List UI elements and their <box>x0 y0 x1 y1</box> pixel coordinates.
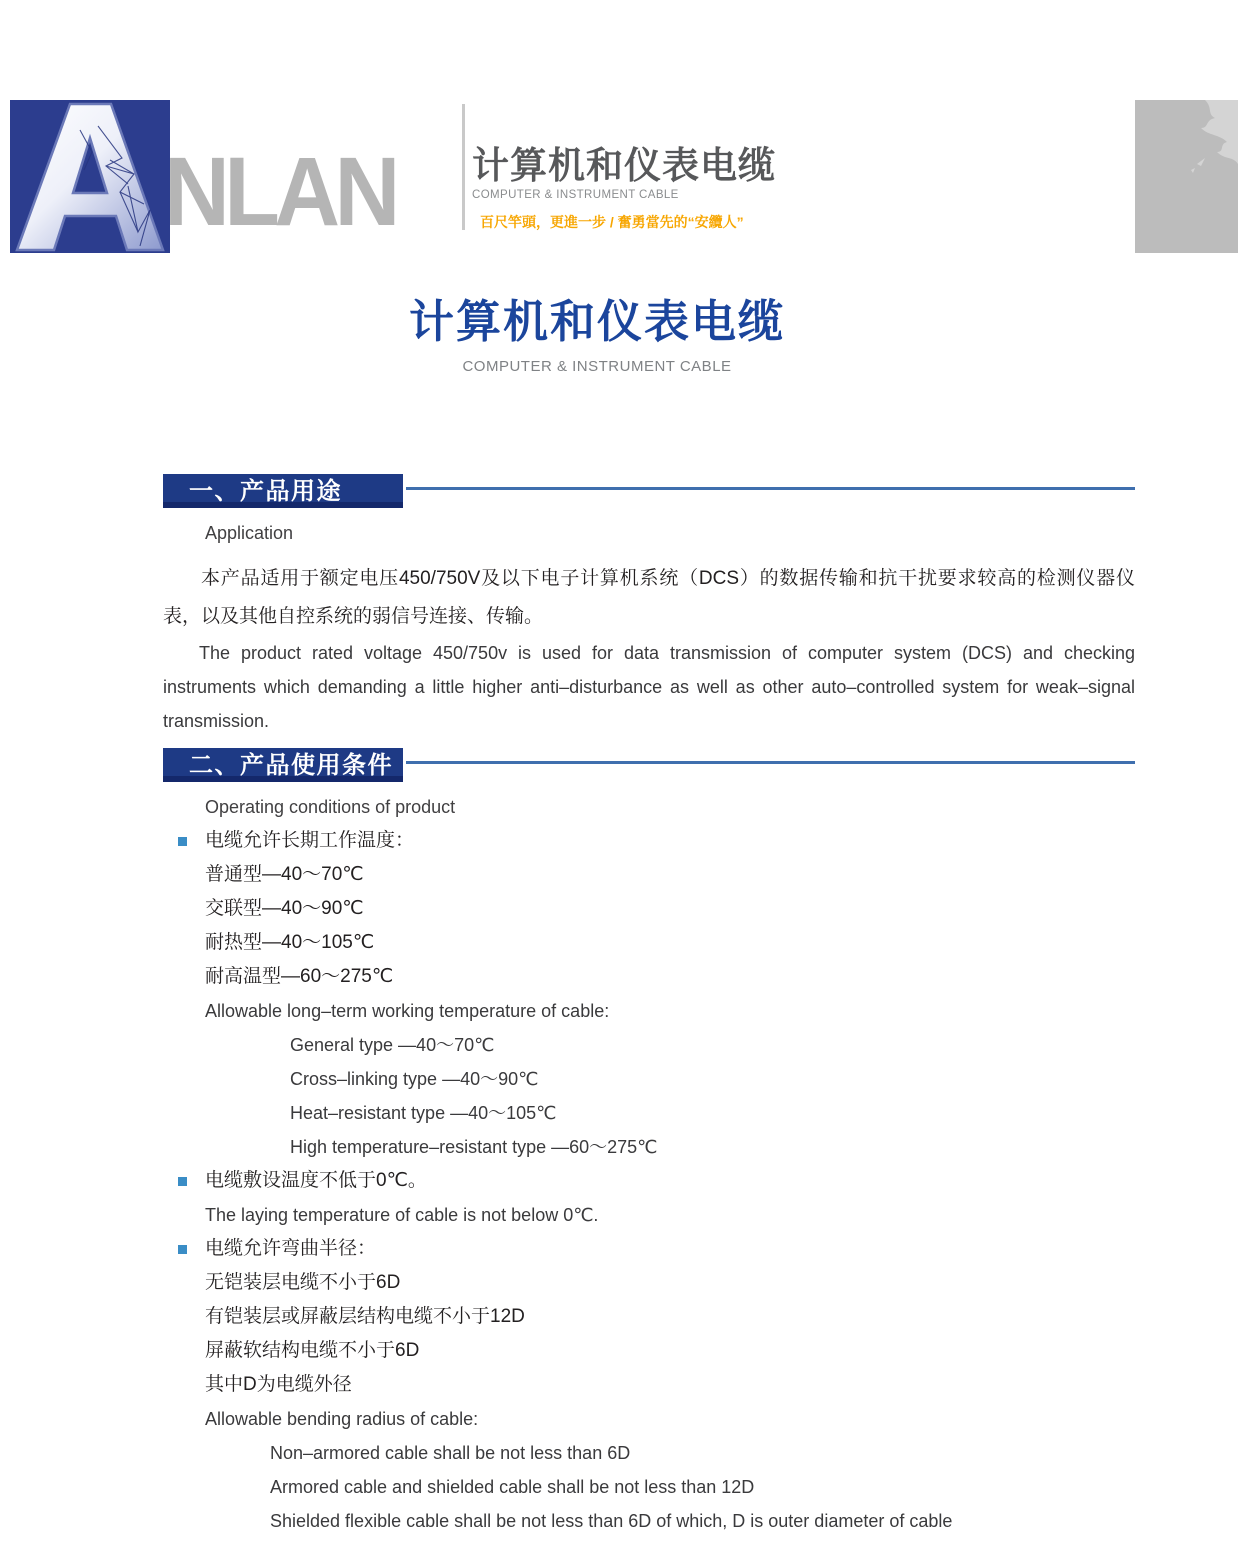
list-item: 普通型—40～70℃ <box>205 864 364 885</box>
section2-heading-en: Operating conditions of product <box>205 797 456 817</box>
leaf-icon <box>1135 100 1238 253</box>
page-title-block <box>0 296 1194 375</box>
list-item: The laying temperature of cable is not below 0℃. <box>205 1205 599 1225</box>
section1-header <box>163 474 1135 516</box>
list-item: Non–armored cable shall be not less than 6D <box>270 1443 631 1463</box>
section2-heading: 二、产品使用条件 <box>163 748 403 782</box>
bullet-label: 电缆敷设温度不低于0℃。 <box>205 1170 427 1191</box>
list-intro: Allowable bending radius of cable: <box>205 1409 479 1429</box>
bullet-square-icon <box>178 837 187 846</box>
section1-paragraph-cn: 本产品适用于额定电压450/750V及以下电子计算机系统（DCS）的数据传输和抗干扰要求较高的检测仪器仪表，以及其他自控系统的弱信号连接、传输。 <box>163 568 1135 627</box>
masthead-title-en: COMPUTER & INSTRUMENT CABLE <box>472 188 679 201</box>
section1-heading-en: Application <box>205 523 294 543</box>
list-item: High temperature–resistant type —60～275℃ <box>290 1137 658 1157</box>
section2-rule <box>406 761 1135 764</box>
bullet-item-working-temperature <box>163 824 1135 858</box>
list-item: 耐高温型—60～275℃ <box>205 966 394 987</box>
bullet-square-icon <box>178 1245 187 1254</box>
content-area <box>163 474 1135 1538</box>
bullet-item-laying-temperature <box>163 1164 1135 1198</box>
list-item: General type —40～70℃ <box>290 1035 495 1055</box>
masthead-slogan: 百尺竿頭，更進一步 / 奮勇當先的“安纜人” <box>480 213 744 230</box>
list-item: 屏蔽软结构电缆不小于6D <box>205 1340 420 1361</box>
list-intro: Allowable long–term working temperature of cable: <box>205 1001 610 1021</box>
bullet-item-bending-radius <box>163 1232 1135 1266</box>
section2-header <box>163 748 1135 790</box>
masthead-divider <box>462 104 465 230</box>
corner-decoration <box>1135 100 1238 253</box>
masthead <box>0 0 1238 260</box>
bullet-square-icon <box>178 1177 187 1186</box>
bullet-label: 电缆允许弯曲半径： <box>205 1238 377 1259</box>
masthead-title-cn: 计算机和仪表电缆 <box>472 145 776 186</box>
list-item: Heat–resistant type —40～105℃ <box>290 1103 557 1123</box>
list-item: 交联型—40～90℃ <box>205 898 364 919</box>
list-item: Cross–linking type —40～90℃ <box>290 1069 539 1089</box>
bullet-label: 电缆允许长期工作温度： <box>205 830 415 851</box>
section1-paragraph-en: The product rated voltage 450/750v is used for data transmission of computer system (DCS) and checking instruments which demanding a little higher anti–disturbance as well as other auto–controlled system for weak–signal transmission. <box>163 643 1135 731</box>
list-item: Armored cable and shielded cable shall be not less than 12D <box>270 1477 755 1497</box>
page-subtitle: COMPUTER & INSTRUMENT CABLE <box>462 358 732 375</box>
list-item: 有铠装层或屏蔽层结构电缆不小于12D <box>205 1306 525 1327</box>
list-item: Shielded flexible cable shall be not less than 6D of which, D is outer diameter of cable <box>270 1511 953 1531</box>
list-item: 其中D为电缆外径 <box>205 1374 352 1395</box>
section1-heading: 一、产品用途 <box>163 474 403 508</box>
logo-wordmark: NLAN <box>164 137 395 246</box>
document-body <box>0 296 1238 1538</box>
masthead-text <box>472 146 776 232</box>
logo-letter-a-icon <box>10 100 170 253</box>
list-item: 耐热型—40～105℃ <box>205 932 375 953</box>
section1-rule <box>406 487 1135 490</box>
list-item: 无铠装层电缆不小于6D <box>205 1272 401 1293</box>
page-title: 计算机和仪表电缆 <box>408 296 785 347</box>
anlan-logo <box>10 100 170 253</box>
